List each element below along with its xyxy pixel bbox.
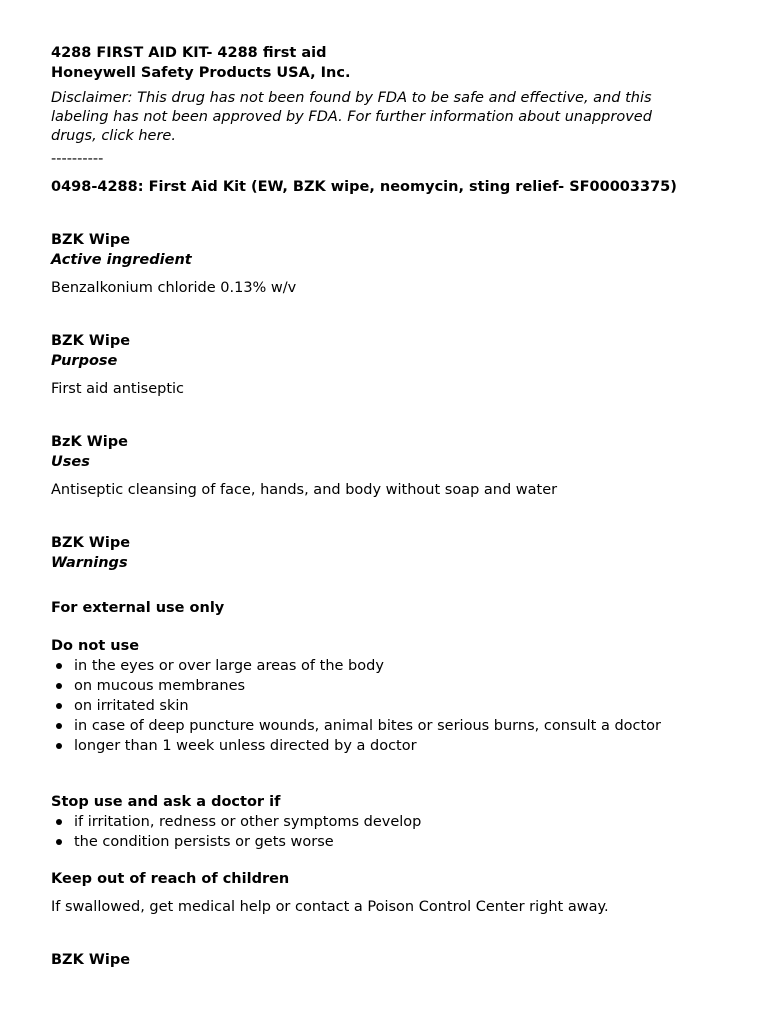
bullet-icon [56, 819, 62, 825]
document-page [51, 43, 751, 970]
stop-use-heading: Stop use and ask a doctor if [51, 794, 281, 810]
list-item: the condition persists or gets worse [51, 832, 751, 852]
bullet-icon [56, 839, 62, 845]
last-product-label: BZK Wipe [51, 952, 131, 968]
list-item: on irritated skin [51, 696, 751, 716]
bullet-icon [56, 723, 62, 729]
bullet-icon [56, 663, 62, 669]
bullet-icon [56, 703, 62, 709]
company-name: Honeywell Safety Products USA, Inc. [51, 65, 351, 81]
do-not-use-heading: Do not use [51, 638, 140, 654]
keep-out-text: If swallowed, get medical help or contact a Poison Control Center right away. [51, 899, 609, 915]
bullet-icon [56, 743, 62, 749]
active-ingredient-heading: Active ingredient [51, 252, 192, 268]
warnings-heading: Warnings [51, 555, 128, 571]
list-item: in the eyes or over large areas of the body [51, 656, 751, 676]
warnings-product-label: BZK Wipe [51, 535, 131, 551]
active-product-label: BZK Wipe [51, 232, 131, 248]
uses-heading: Uses [51, 454, 90, 470]
purpose-text: First aid antiseptic [51, 381, 185, 397]
list-item: in case of deep puncture wounds, animal bites or serious burns, consult a doctor [51, 716, 751, 736]
do-not-use-list [51, 656, 751, 756]
stop-use-list [51, 812, 751, 852]
document-title: 4288 FIRST AID KIT- 4288 first aid [51, 45, 327, 61]
external-use-heading: For external use only [51, 600, 225, 616]
disclaimer-text: Disclaimer: This drug has not been found by FDA to be safe and effective, and this labeling has not been approved by FDA. For further information about unapproved drugs, click here. [51, 90, 652, 144]
kit-title: 0498-4288: First Aid Kit (EW, BZK wipe, neomycin, sting relief- SF00003375) [51, 179, 677, 195]
uses-text: Antiseptic cleansing of face, hands, and body without soap and water [51, 482, 558, 498]
keep-out-heading: Keep out of reach of children [51, 871, 290, 887]
bullet-icon [56, 683, 62, 689]
list-item: longer than 1 week unless directed by a doctor [51, 736, 751, 756]
list-item: if irritation, redness or other symptoms develop [51, 812, 751, 832]
purpose-heading: Purpose [51, 353, 118, 369]
uses-product-label: BzK Wipe [51, 434, 128, 450]
separator: ---------- [51, 151, 104, 167]
active-ingredient-text: Benzalkonium chloride 0.13% w/v [51, 280, 297, 296]
purpose-product-label: BZK Wipe [51, 333, 131, 349]
list-item: on mucous membranes [51, 676, 751, 696]
